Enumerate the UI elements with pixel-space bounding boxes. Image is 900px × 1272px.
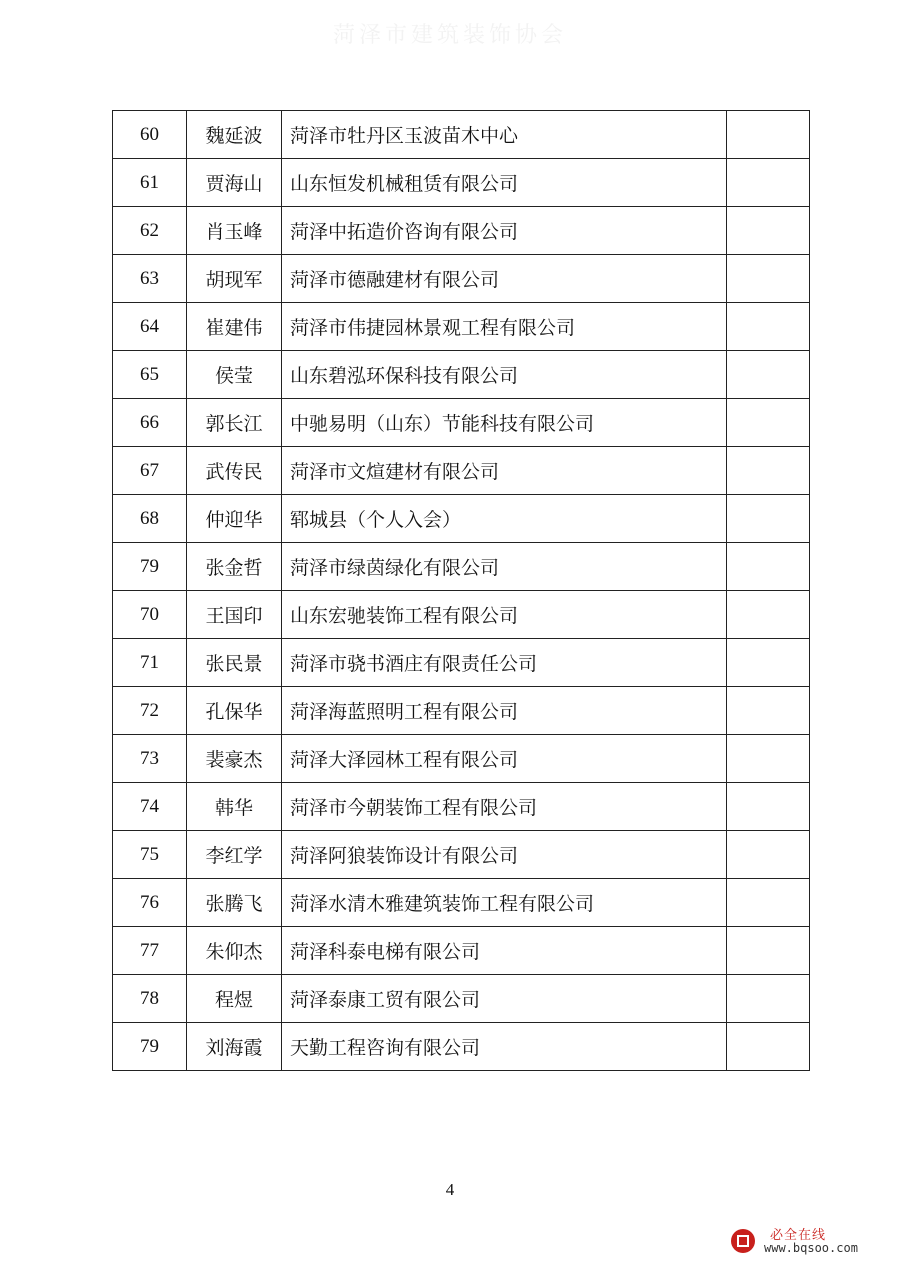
member-name-cell: 张民景 <box>187 639 282 687</box>
member-name-cell: 胡现军 <box>187 255 282 303</box>
row-number-cell: 77 <box>113 927 187 975</box>
organization-cell: 山东碧泓环保科技有限公司 <box>282 351 727 399</box>
table-row <box>113 831 810 879</box>
member-name-cell: 刘海霞 <box>187 1023 282 1071</box>
remark-cell <box>727 207 810 255</box>
organization-cell: 菏泽市牡丹区玉波苗木中心 <box>282 111 727 159</box>
remark-cell <box>727 879 810 927</box>
remark-cell <box>727 687 810 735</box>
remark-cell <box>727 975 810 1023</box>
organization-cell: 菏泽中拓造价咨询有限公司 <box>282 207 727 255</box>
remark-cell <box>727 255 810 303</box>
member-name-cell: 侯莹 <box>187 351 282 399</box>
member-name-cell: 仲迎华 <box>187 495 282 543</box>
table-row <box>113 543 810 591</box>
remark-cell <box>727 1023 810 1071</box>
table-row <box>113 639 810 687</box>
member-table-body <box>113 111 810 1071</box>
row-number-cell: 68 <box>113 495 187 543</box>
table-row <box>113 255 810 303</box>
table-row <box>113 207 810 255</box>
remark-cell <box>727 591 810 639</box>
row-number-cell: 72 <box>113 687 187 735</box>
organization-cell: 菏泽科泰电梯有限公司 <box>282 927 727 975</box>
row-number-cell: 60 <box>113 111 187 159</box>
member-name-cell: 郭长江 <box>187 399 282 447</box>
row-number-cell: 73 <box>113 735 187 783</box>
row-number-cell: 71 <box>113 639 187 687</box>
member-name-cell: 崔建伟 <box>187 303 282 351</box>
remark-cell <box>727 303 810 351</box>
organization-cell: 中驰易明（山东）节能科技有限公司 <box>282 399 727 447</box>
organization-cell: 菏泽市德融建材有限公司 <box>282 255 727 303</box>
remark-cell <box>727 783 810 831</box>
organization-cell: 菏泽阿狼装饰设计有限公司 <box>282 831 727 879</box>
faint-header-text: 菏泽市建筑装饰协会 <box>332 23 567 48</box>
remark-cell <box>727 735 810 783</box>
row-number-cell: 79 <box>113 543 187 591</box>
organization-cell: 菏泽水清木雅建筑装饰工程有限公司 <box>282 879 727 927</box>
member-name-cell: 韩华 <box>187 783 282 831</box>
organization-cell: 天勤工程咨询有限公司 <box>282 1023 727 1071</box>
remark-cell <box>727 495 810 543</box>
member-name-cell: 武传民 <box>187 447 282 495</box>
member-name-cell: 裴豪杰 <box>187 735 282 783</box>
member-name-cell: 张腾飞 <box>187 879 282 927</box>
row-number-cell: 78 <box>113 975 187 1023</box>
organization-cell: 山东恒发机械租赁有限公司 <box>282 159 727 207</box>
member-name-cell: 肖玉峰 <box>187 207 282 255</box>
member-name-cell: 张金哲 <box>187 543 282 591</box>
row-number-cell: 79 <box>113 1023 187 1071</box>
remark-cell <box>727 159 810 207</box>
watermark-url: www.bqsoo.com <box>764 1241 858 1255</box>
watermark-logo-icon <box>730 1228 756 1254</box>
table-row <box>113 351 810 399</box>
member-name-cell: 李红学 <box>187 831 282 879</box>
row-number-cell: 74 <box>113 783 187 831</box>
remark-cell <box>727 399 810 447</box>
remark-cell <box>727 447 810 495</box>
member-name-cell: 魏延波 <box>187 111 282 159</box>
organization-cell: 菏泽海蓝照明工程有限公司 <box>282 687 727 735</box>
table-row <box>113 687 810 735</box>
member-name-cell: 孔保华 <box>187 687 282 735</box>
table-row <box>113 1023 810 1071</box>
table-row <box>113 111 810 159</box>
member-name-cell: 王国印 <box>187 591 282 639</box>
member-name-cell: 程煜 <box>187 975 282 1023</box>
table-row <box>113 399 810 447</box>
remark-cell <box>727 111 810 159</box>
organization-cell: 菏泽市骁书酒庄有限责任公司 <box>282 639 727 687</box>
table-row <box>113 495 810 543</box>
watermark <box>730 1224 880 1260</box>
member-name-cell: 朱仰杰 <box>187 927 282 975</box>
row-number-cell: 76 <box>113 879 187 927</box>
row-number-cell: 62 <box>113 207 187 255</box>
organization-cell: 山东宏驰装饰工程有限公司 <box>282 591 727 639</box>
row-number-cell: 63 <box>113 255 187 303</box>
remark-cell <box>727 351 810 399</box>
member-table <box>112 110 810 1071</box>
organization-cell: 菏泽大泽园林工程有限公司 <box>282 735 727 783</box>
table-row <box>113 159 810 207</box>
remark-cell <box>727 543 810 591</box>
table-row <box>113 879 810 927</box>
row-number-cell: 65 <box>113 351 187 399</box>
row-number-cell: 75 <box>113 831 187 879</box>
table-row <box>113 927 810 975</box>
remark-cell <box>727 831 810 879</box>
row-number-cell: 67 <box>113 447 187 495</box>
table-row <box>113 783 810 831</box>
row-number-cell: 64 <box>113 303 187 351</box>
organization-cell: 菏泽市今朝装饰工程有限公司 <box>282 783 727 831</box>
remark-cell <box>727 927 810 975</box>
table-row <box>113 735 810 783</box>
organization-cell: 菏泽市伟捷园林景观工程有限公司 <box>282 303 727 351</box>
watermark-chinese-text: 必全在线 <box>770 1228 827 1243</box>
row-number-cell: 70 <box>113 591 187 639</box>
organization-cell: 菏泽泰康工贸有限公司 <box>282 975 727 1023</box>
remark-cell <box>727 639 810 687</box>
row-number-cell: 66 <box>113 399 187 447</box>
member-name-cell: 贾海山 <box>187 159 282 207</box>
row-number-cell: 61 <box>113 159 187 207</box>
table-row <box>113 975 810 1023</box>
organization-cell: 菏泽市文煊建材有限公司 <box>282 447 727 495</box>
organization-cell: 菏泽市绿茵绿化有限公司 <box>282 543 727 591</box>
page-number: 4 <box>445 1180 455 1199</box>
organization-cell: 郓城县（个人入会） <box>282 495 727 543</box>
table-row <box>113 591 810 639</box>
table-row <box>113 447 810 495</box>
table-row <box>113 303 810 351</box>
